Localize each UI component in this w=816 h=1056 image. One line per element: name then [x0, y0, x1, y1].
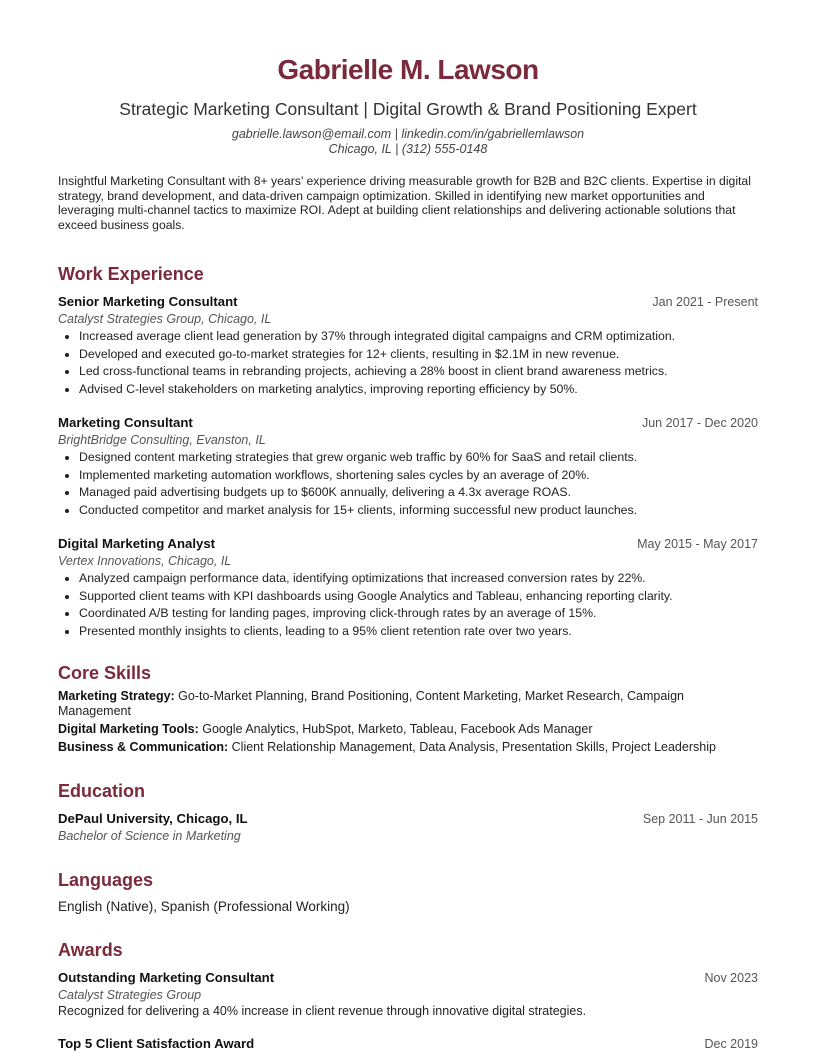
award-title: Top 5 Client Satisfaction Award — [58, 1036, 255, 1052]
list-item: • Implemented marketing automation workflows, shortening sales cycles by an average of 20%. — [79, 467, 758, 485]
section-title-awards: Awards — [58, 940, 123, 961]
job-entry — [58, 293, 758, 398]
job-date: Jun 2017 - Dec 2020 — [641, 416, 758, 430]
skill-line — [58, 722, 758, 737]
job-organization: Catalyst Strategies Group, Chicago, IL — [58, 312, 272, 326]
job-entry — [58, 535, 758, 640]
degree: Bachelor of Science in Marketing — [58, 829, 241, 844]
list-item: • Analyzed campaign performance data, identifying optimizations that increased conversion rates by 22%. — [79, 570, 758, 588]
job-title: Digital Marketing Analyst — [58, 536, 216, 551]
skill-label: Digital Marketing Tools: — [58, 721, 199, 736]
job-organization: Vertex Innovations, Chicago, IL — [58, 554, 232, 568]
job-title: Marketing Consultant — [58, 415, 193, 430]
job-date: May 2015 - May 2017 — [637, 537, 758, 551]
list-item: • Presented monthly insights to clients, leading to a 95% client retention rate over two years. — [79, 623, 758, 641]
list-item: • Designed content marketing strategies that grew organic web traffic by 60% for SaaS and retail clients. — [79, 449, 758, 467]
headline: Strategic Marketing Consultant | Digital Growth & Brand Positioning Expert — [119, 99, 697, 119]
contact-line-email-linkedin: gabrielle.lawson@email.com | linkedin.com/in/gabriellemlawson — [231, 127, 585, 141]
list-item: • Supported client teams with KPI dashboards using Google Analytics and Tableau, enhancing reporting clarity. — [79, 588, 758, 606]
skill-label: Marketing Strategy: — [58, 689, 175, 703]
job-bullets — [58, 570, 758, 640]
education-date: Sep 2011 - Jun 2015 — [642, 812, 758, 827]
job-organization: BrightBridge Consulting, Evanston, IL — [58, 433, 266, 447]
list-item: • Developed and executed go-to-market strategies for 12+ clients, resulting in $2.1M in new revenue. — [79, 346, 758, 364]
list-item: • Coordinated A/B testing for landing pages, improving click-through rates by an average of 15%. — [79, 605, 758, 623]
school-name: DePaul University, Chicago, IL — [58, 811, 248, 827]
skill-line — [58, 689, 758, 719]
job-date: Jan 2021 - Present — [652, 295, 758, 309]
job-entry — [58, 414, 758, 519]
skills-list — [58, 689, 758, 755]
skill-label: Business & Communication: — [58, 740, 229, 755]
award-organization: Catalyst Strategies Group — [58, 988, 202, 1003]
skill-line — [58, 740, 758, 755]
award-entry — [58, 969, 758, 1019]
skill-value: Go-to-Market Planning, Brand Positioning, Content Marketing, Market Research, Campaign Management — [58, 689, 684, 718]
education-entry — [58, 810, 758, 845]
contact-line-location-phone: Chicago, IL | (312) 555-0148 — [328, 142, 488, 156]
award-entry — [58, 1035, 758, 1053]
section-title-core-skills: Core Skills — [58, 663, 152, 683]
section-title-work-experience: Work Experience — [58, 264, 204, 284]
award-title: Outstanding Marketing Consultant — [58, 970, 275, 986]
section-title-languages: Languages — [58, 870, 154, 891]
job-bullets — [58, 449, 758, 519]
award-description: Recognized for delivering a 40% increase in client revenue through innovative digital strategies. — [58, 1004, 587, 1019]
resume-page — [58, 52, 758, 1053]
section-title-education: Education — [58, 781, 146, 802]
award-date: Nov 2023 — [704, 971, 758, 986]
skill-value: Client Relationship Management, Data Analysis, Presentation Skills, Project Leadership — [228, 740, 716, 755]
job-bullets — [58, 328, 758, 398]
languages-text: English (Native), Spanish (Professional Working) — [58, 899, 350, 915]
job-title: Senior Marketing Consultant — [58, 294, 238, 309]
list-item: • Advised C-level stakeholders on marketing analytics, improving reporting efficiency by 50%. — [79, 381, 758, 399]
list-item: • Managed paid advertising budgets up to $600K annually, delivering a 4.3x average ROAS. — [79, 484, 758, 502]
summary-paragraph: Insightful Marketing Consultant with 8+ years’ experience driving measurable growth for B2B and B2C clients. Expertise in digital strategy, brand development, and data-driven campaign optimization. Skilled in identifying new market opportunities and leveraging multi-channel tactics to maximize ROI. Adept at building client relationships and delivering actionable solutions that exceed business goals. — [58, 174, 751, 232]
skill-value: Google Analytics, HubSpot, Marketo, Tableau, Facebook Ads Manager — [198, 721, 593, 736]
candidate-name: Gabrielle M. Lawson — [277, 54, 539, 85]
list-item: • Conducted competitor and market analysis for 15+ clients, informing successful new product launches. — [79, 502, 758, 520]
list-item: • Increased average client lead generation by 37% through integrated digital campaigns and CRM optimization. — [79, 328, 758, 346]
award-date: Dec 2019 — [704, 1037, 758, 1052]
list-item: • Led cross-functional teams in rebranding projects, achieving a 28% boost in client brand awareness metrics. — [79, 363, 758, 381]
